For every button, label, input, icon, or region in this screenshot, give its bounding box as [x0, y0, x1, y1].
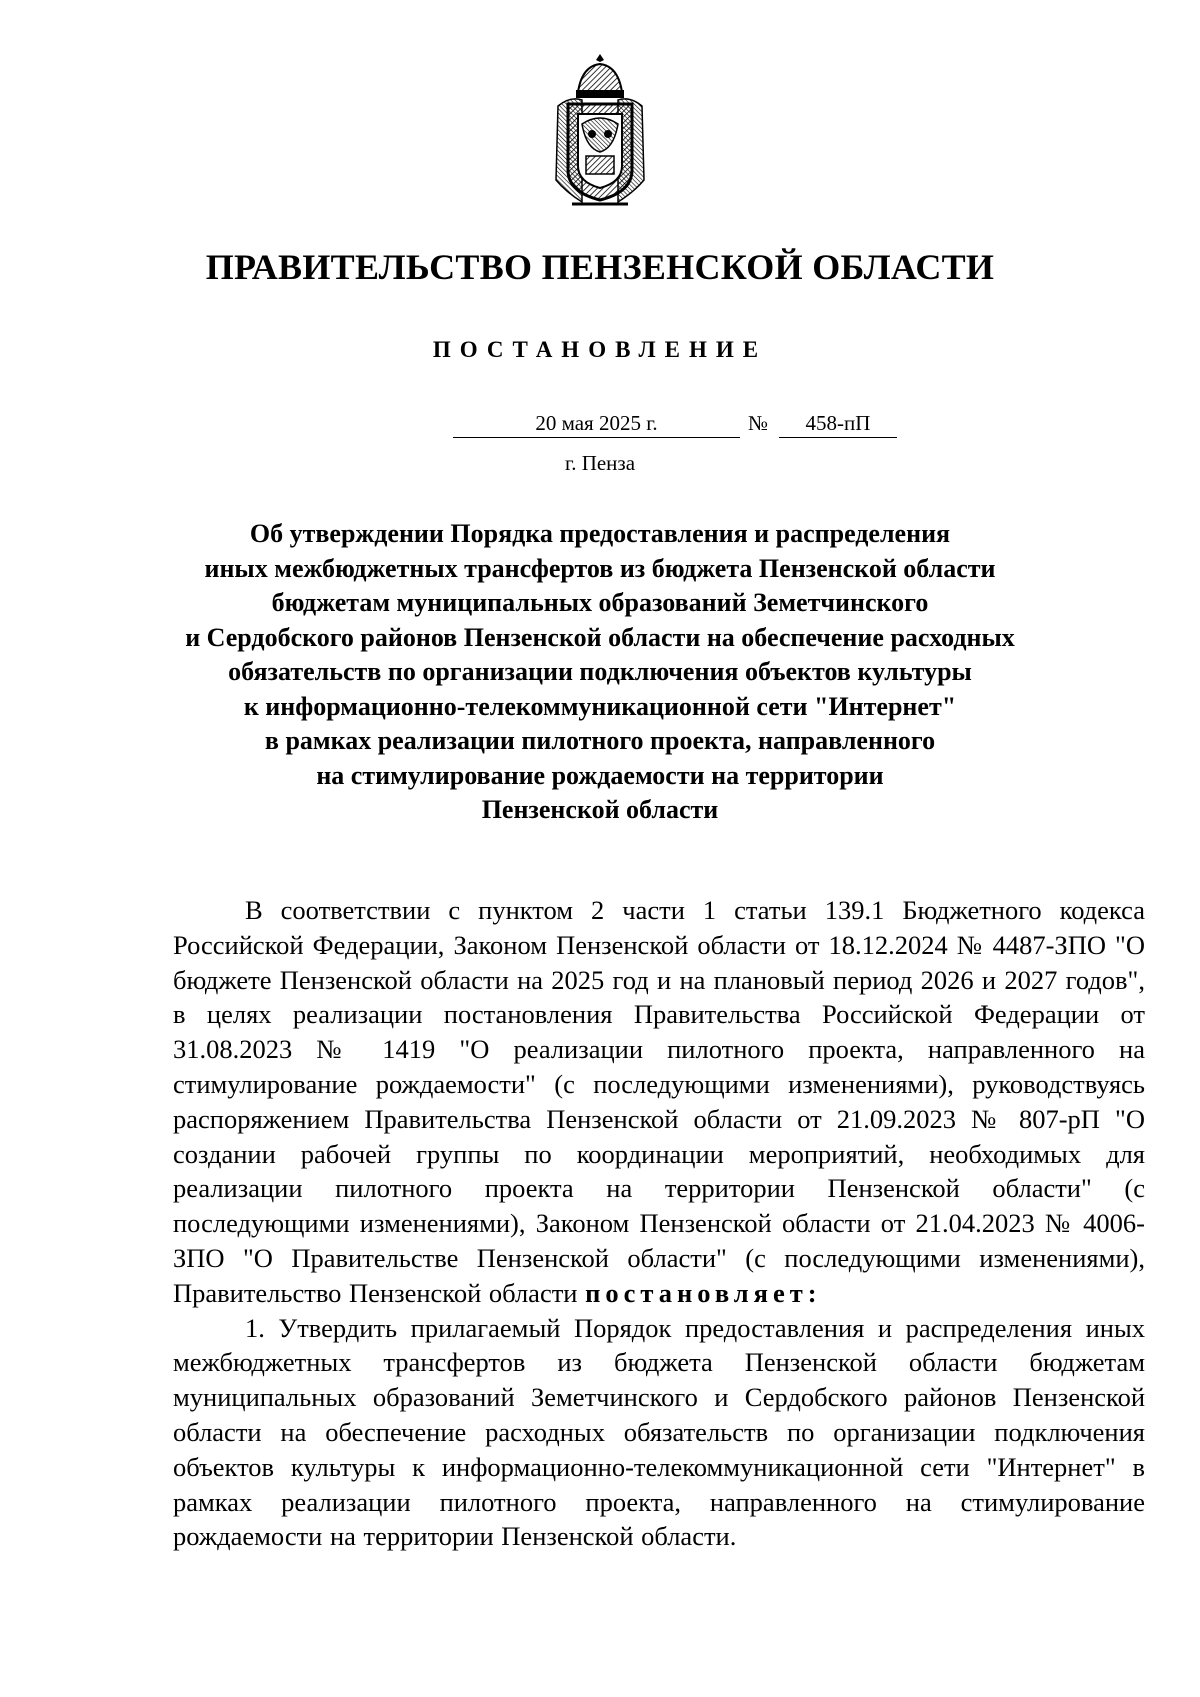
title-line: Пензенской области [481, 795, 719, 824]
document-number: 458-пП [779, 409, 897, 438]
city: г. Пенза [564, 451, 636, 475]
title-line: иных межбюджетных трансфертов из бюджета Пензенской области [204, 553, 996, 583]
title-line: Об утверждении Порядка предоставления и распределения [249, 519, 951, 548]
decree-word: постановляет: [585, 1277, 822, 1308]
organization-name: ПРАВИТЕЛЬСТВО ПЕНЗЕНСКОЙ ОБЛАСТИ [205, 247, 995, 287]
paragraph-1: 1. Утвердить прилагаемый Порядок предоставления и распределения иных межбюджетных трансфертов из бюджета Пензенской области бюджетам муниципальных образований Земетчинского и Сердобского районов Пензенской области на обеспечение расходных обязательств по организации подключения объектов культуры к информационно-телекоммуникационной сети "Интернет" в рамках реализации пилотного проекта, направленного на стимулирование рождаемости на территории Пензенской области. [173, 1312, 1145, 1552]
coat-of-arms-icon [552, 52, 648, 208]
document-title [160, 517, 1040, 828]
document-date: 20 мая 2025 г. [453, 409, 740, 438]
title-line: бюджетам муниципальных образований Земетчинского [271, 588, 929, 617]
title-line: к информационно-телекоммуникационной сети "Интернет" [243, 691, 957, 721]
preamble-paragraph [173, 893, 1145, 1311]
number-sign: № [748, 411, 769, 435]
document-type: ПОСТАНОВЛЕНИЕ [432, 337, 768, 362]
preamble-text: В соответствии с пунктом 2 части 1 статьи 139.1 Бюджетного кодекса Российской Федерации, Законом Пензенской области от 18.12.2024 № 4487-ЗПО "О бюджете Пензенской области на 2025 год и на плановый период 2026 и 2027 годов", в целях реализации постановления Правительства Российской Федерации от 31.08.2023 № 1419 "О реализации пилотного проекта, направленного на стимулирование рождаемости" (с последующими изменениями), руководствуясь распоряжением Правительства Пензенской области от 21.09.2023 № 807-рП "О создании рабочей группы по координации мероприятий, необходимых для реализации пилотного проекта на территории Пензенской области" (с последующими изменениями), Законом Пензенской области от 21.04.2023 № 4006-ЗПО "О Правительстве Пензенской области" (с последующими изменениями), Правительство Пензенской области [173, 895, 1145, 1308]
title-line: обязательств по организации подключения объектов культуры [228, 657, 972, 686]
title-line: на стимулирование рождаемости на территории [316, 760, 884, 790]
title-line: и Сердобского районов Пензенской области на обеспечение расходных [185, 622, 1015, 652]
title-line: в рамках реализации пилотного проекта, направленного [264, 726, 936, 755]
document-body [173, 893, 1145, 1554]
